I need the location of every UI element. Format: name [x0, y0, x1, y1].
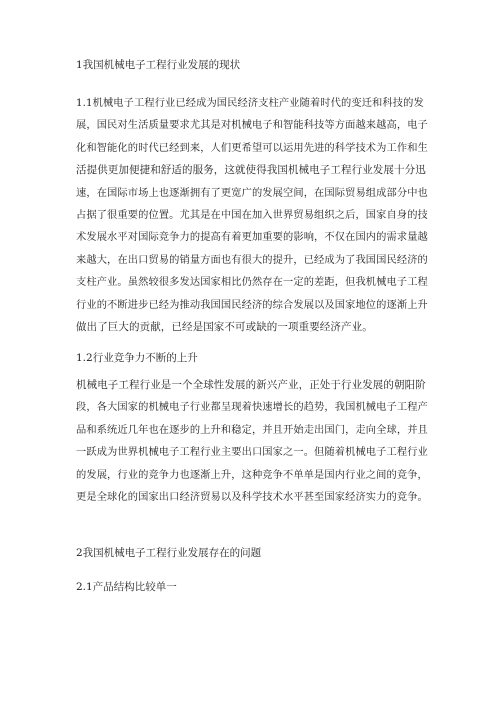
subsection-1-2-heading: 1.2行业竞争力不断的上升: [76, 352, 198, 364]
paragraph-line: 机械电子工程行业是一个全球性发展的新兴产业，正处于行业发展的朝阳阶: [76, 379, 426, 391]
section-1-heading: 1我国机械电子工程行业发展的现状: [76, 59, 241, 71]
paragraph-line: 来越大，在出口贸易的销量方面也有很大的提升，已经成为了我国国民经济的: [76, 253, 428, 266]
paragraph-line: 活提供更加便捷和舒适的服务，这就使得我国机械电子工程行业发展十分迅: [76, 164, 426, 177]
paragraph-line: 占据了很重要的位置。尤其是在中国在加入世界贸易组织之后，国家自身的技: [76, 209, 428, 222]
paragraph-line: 做出了巨大的贡献，已经是国家不可或缺的一项重要经济产业。: [76, 321, 373, 334]
paragraph-line: 品和系统近几年也在逐步的上升和稳定，并且开始走出国门，走向全球，并且: [76, 423, 428, 436]
paragraph-line: 支柱产业。虽然较很多发达国家相比仍然存在一定的差距，但我机械电子工程: [76, 276, 428, 289]
paragraph-1-1: [76, 92, 430, 338]
paragraph-line: 1.1机械电子工程行业已经成为国民经济支柱产业随着时代的变迁和科技的发: [76, 97, 424, 109]
paragraph-line: 行业的不断进步已经为推动我国国民经济的综合发展以及国家地位的逐渐上升: [76, 298, 428, 311]
paragraph-line: 速，在国际市场上也逐渐拥有了更宽广的发展空间，在国际贸易组成部分中也: [76, 186, 428, 199]
paragraph-line: 术发展水平对国际竞争力的提高有着更加重要的影响，不仅在国内的需求量越: [76, 231, 428, 244]
subsection-2-1-heading: 2.1产品结构比较单一: [76, 581, 177, 593]
section-2-heading: 2我国机械电子工程行业发展存在的问题: [76, 547, 262, 559]
paragraph-1-2: [76, 374, 430, 508]
paragraph-line: 更是全球化的国家出口经济贸易以及科学技术水平甚至国家经济实力的竞争。: [76, 491, 428, 504]
paragraph-line: 展，国民对生活质量要求尤其是对机械电子和智能科技等方面越来越高，电子: [76, 119, 428, 132]
paragraph-line: 一跃成为世界机械电子工程行业主要出口国家之一。但随着机械电子工程行业: [76, 446, 428, 459]
paragraph-line: 化和智能化的时代已经到来，人们更希望可以运用先进的科学技术为工作和生: [76, 141, 428, 154]
paragraph-line: 的发展，行业的竞争力也逐渐上升，这种竞争不单单是国内行业之间的竞争，: [76, 468, 428, 481]
paragraph-line: 段，各大国家的机械电子行业都呈现着快速增长的趋势，我国机械电子工程产: [76, 401, 428, 414]
